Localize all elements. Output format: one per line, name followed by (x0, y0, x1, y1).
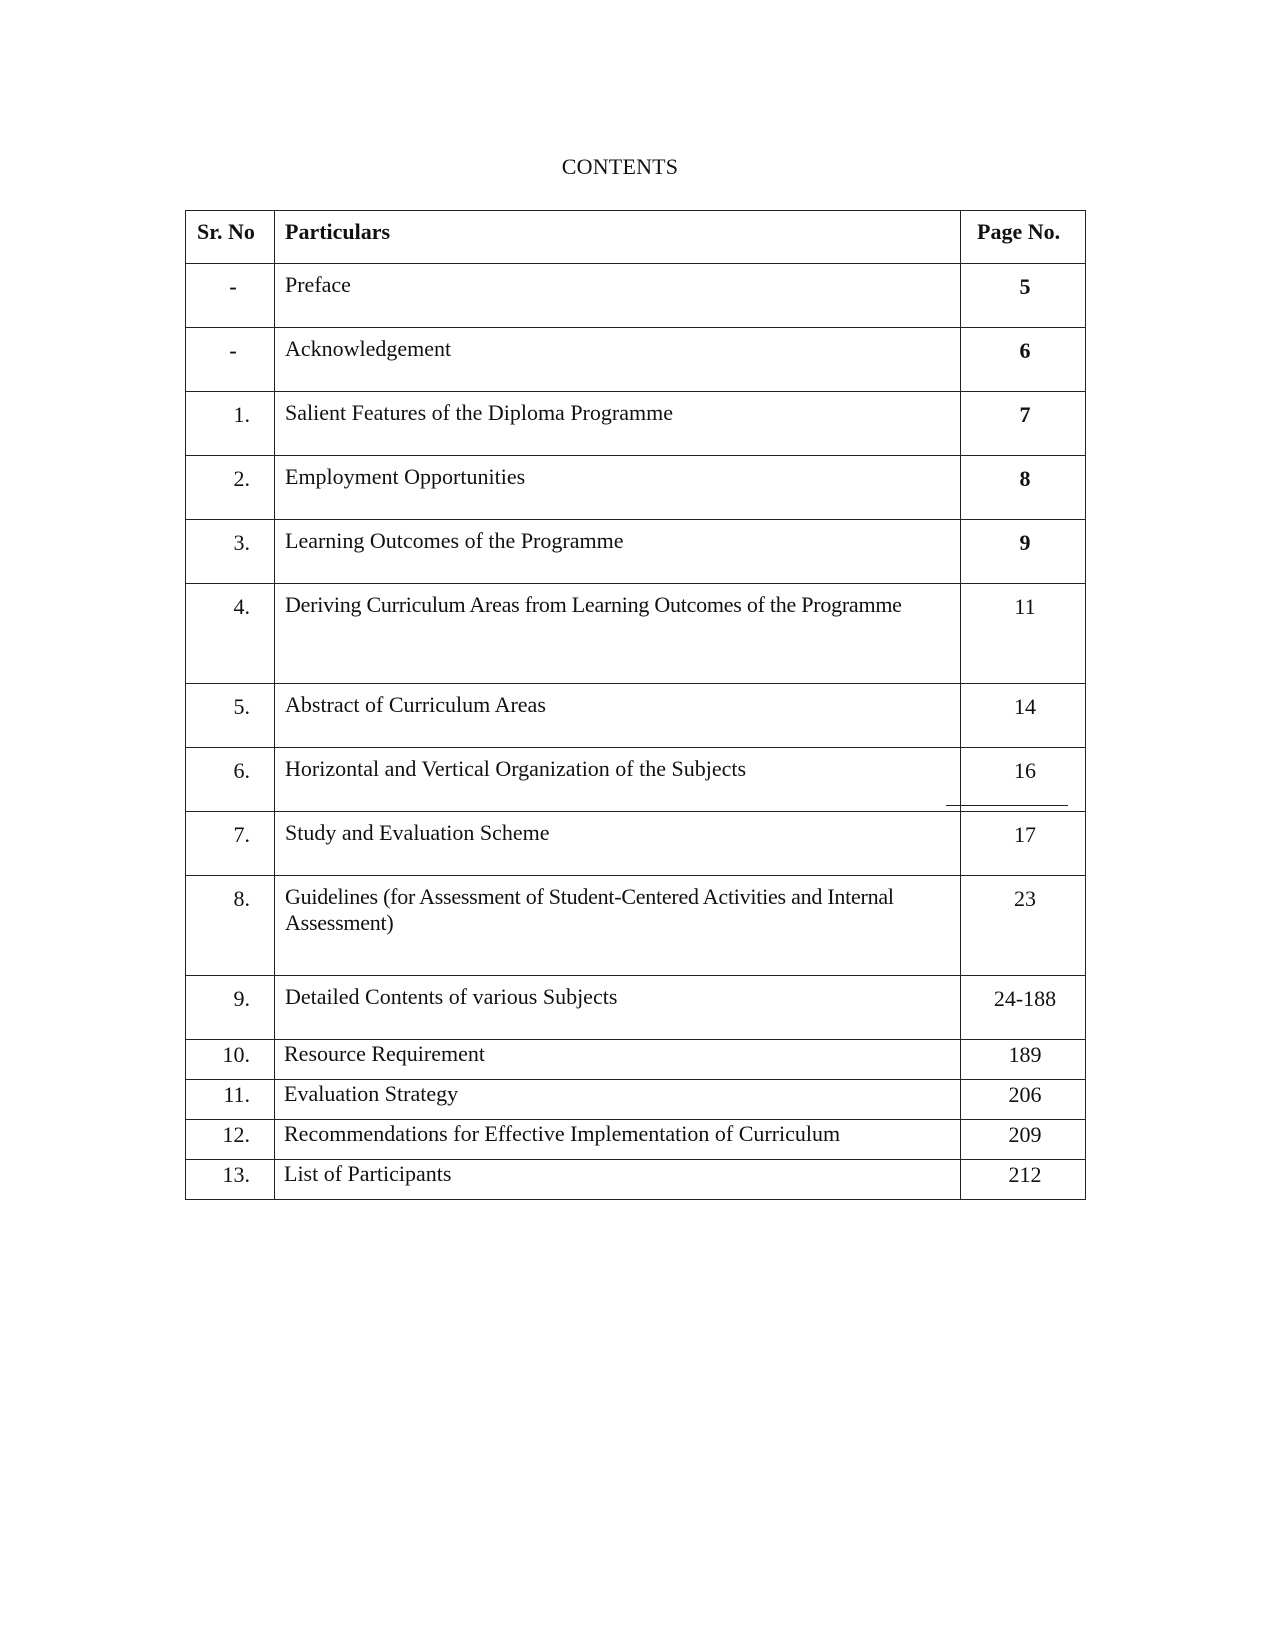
page-no: 9 (961, 520, 1086, 584)
table-row (186, 876, 1086, 976)
sr-no: 3. (186, 520, 275, 584)
particulars: Horizontal and Vertical Organization of the Subjects (275, 748, 961, 812)
table-row (186, 328, 1086, 392)
table-row (186, 264, 1086, 328)
header-particulars: Particulars (275, 211, 961, 264)
particulars: Deriving Curriculum Areas from Learning Outcomes of the Programme (275, 584, 961, 684)
particulars: Learning Outcomes of the Programme (275, 520, 961, 584)
page-no: 7 (961, 392, 1086, 456)
table-row (186, 520, 1086, 584)
particulars: Detailed Contents of various Subjects (275, 976, 961, 1040)
particulars: Evaluation Strategy (275, 1080, 961, 1120)
sr-no: 8. (186, 876, 275, 976)
table-row (186, 1160, 1086, 1200)
particulars: Salient Features of the Diploma Programme (275, 392, 961, 456)
page-no: 6 (961, 328, 1086, 392)
sr-no: 7. (186, 812, 275, 876)
sr-no: 5. (186, 684, 275, 748)
table-row (186, 812, 1086, 876)
table-row (186, 1040, 1086, 1080)
particulars: Acknowledgement (275, 328, 961, 392)
particulars: Study and Evaluation Scheme (275, 812, 961, 876)
page-no: 5 (961, 264, 1086, 328)
header-page-no: Page No. (961, 211, 1086, 264)
page-no: 14 (961, 684, 1086, 748)
page-no: 212 (961, 1160, 1086, 1200)
table-row (186, 584, 1086, 684)
sr-no: 10. (186, 1040, 275, 1080)
table-row (186, 456, 1086, 520)
sr-no: 12. (186, 1120, 275, 1160)
table-row (186, 1080, 1086, 1120)
page-no: 17 (961, 812, 1086, 876)
sr-no: 9. (186, 976, 275, 1040)
sr-no: - (186, 264, 275, 328)
page-no: 209 (961, 1120, 1086, 1160)
particulars: Resource Requirement (275, 1040, 961, 1080)
page-title: CONTENTS (561, 154, 679, 179)
sr-no: 1. (186, 392, 275, 456)
overstrike-line (946, 805, 1068, 806)
table-row (186, 684, 1086, 748)
particulars: Employment Opportunities (275, 456, 961, 520)
sr-no: 11. (186, 1080, 275, 1120)
sr-no: 13. (186, 1160, 275, 1200)
table-row (186, 748, 1086, 812)
page-no: 24-188 (961, 976, 1086, 1040)
sr-no: - (186, 328, 275, 392)
sr-no: 2. (186, 456, 275, 520)
table-row (186, 1120, 1086, 1160)
sr-no: 4. (186, 584, 275, 684)
header-sr-no: Sr. No (186, 211, 275, 264)
page-no: 23 (961, 876, 1086, 976)
table-row (186, 392, 1086, 456)
table-row (186, 976, 1086, 1040)
page-no: 11 (961, 584, 1086, 684)
contents-table (185, 210, 1086, 1200)
page-no: 16 (961, 748, 1086, 812)
page-no: 8 (961, 456, 1086, 520)
page-no: 189 (961, 1040, 1086, 1080)
sr-no: 6. (186, 748, 275, 812)
particulars: Guidelines (for Assessment of Student-Centered Activities and Internal Assessment) (275, 876, 961, 976)
particulars: List of Participants (275, 1160, 961, 1200)
particulars: Abstract of Curriculum Areas (275, 684, 961, 748)
page-no: 206 (961, 1080, 1086, 1120)
particulars: Preface (275, 264, 961, 328)
table-header-row (186, 211, 1086, 264)
particulars: Recommendations for Effective Implementation of Curriculum (275, 1120, 961, 1160)
